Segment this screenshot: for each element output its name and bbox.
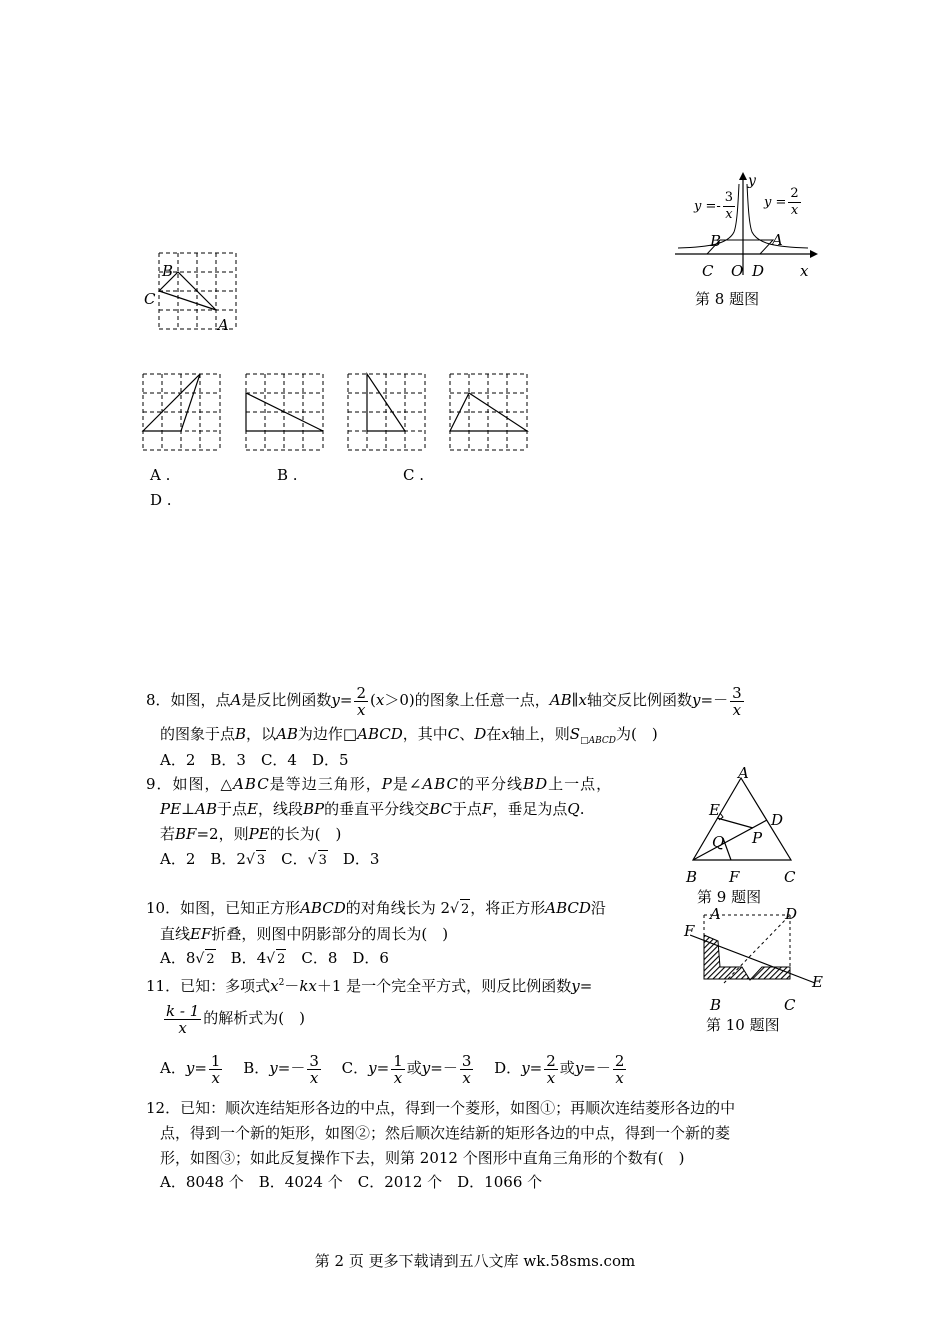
fig9-caption: 第 9 题图: [697, 888, 762, 906]
q12-line-1: 12．已知：顺次连结矩形各边的中点，得到一个菱形，如图①；再顺次连结菱形各边的中: [146, 1099, 736, 1117]
q10-line-1: 10．如图，已知正方形ABCD的对角线长为 2√ 2，将正方形ABCD沿: [146, 898, 606, 920]
grid-point-B: B: [162, 262, 174, 280]
fig8-x-axis-label: x: [800, 262, 809, 280]
fig8-eq-left: y =- $\frac{3}{x}$: [694, 190, 734, 222]
fig8-point-O: O: [731, 262, 744, 280]
q11-line-1: 11．已知：多项式$x^2-kx+1$ 是一个完全平方式，则反比例函数y=: [146, 977, 593, 995]
fig10-point-E: E: [812, 973, 823, 991]
fig8-point-A: A: [772, 231, 783, 249]
q11-line-2: $\frac{k - 1}{x}$ 的解析式为( ): [166, 1001, 305, 1037]
fig8-point-D: D: [752, 262, 765, 280]
fig10-point-B: B: [710, 996, 722, 1014]
q11-options: A．y= $\frac{1}{x}$ B．y=－ $\frac{3}{x}$ C．y= $\frac{1}{x}$ 或y=－ $\frac{3}{x}$ D．y= $\frac{2}{x}$ 或y=－ $\frac{2}{x}$: [160, 1051, 625, 1087]
fig8-point-B: B: [710, 232, 722, 250]
grid-option-c: [345, 370, 430, 455]
q8-line-2: 的图象于点B，以AB为边作□ABCD，其中C、D在x轴上，则$S_{□ABCD}$为( ): [160, 725, 658, 746]
q9-options: A．2 B．2√ 3 C．√ 3 D．3: [160, 849, 379, 871]
grid-option-b-label: B .: [277, 466, 298, 484]
fig9-point-E: E: [709, 801, 720, 819]
grid-option-d: [447, 370, 532, 455]
q10-options: A．8√ 2 B．4√ 2 C．8 D．6: [160, 948, 389, 970]
q12-options: A．8048 个 B．4024 个 C．2012 个 D．1066 个: [160, 1173, 543, 1191]
q8-line-1: 8．如图，点A是反比例函数y= $\frac{2}{x}$ (x＞0)的图象上任意一点，AB∥x轴交反比例函数y=－ $\frac{3}{x}$: [146, 683, 742, 719]
fig10-point-F: F: [684, 922, 695, 940]
fig9-point-A: A: [738, 764, 749, 782]
fig9-point-P: P: [752, 829, 763, 847]
grid-point-C: C: [144, 290, 156, 308]
fig9-point-F: F: [729, 868, 740, 886]
fig10-point-D: D: [785, 905, 798, 923]
fig10-point-A: A: [710, 905, 721, 923]
fig8-point-C: C: [702, 262, 714, 280]
grid-option-d-label: D .: [150, 491, 172, 509]
fig10-point-C: C: [784, 996, 796, 1014]
q12-line-3: 形，如图③；如此反复操作下去，则第 2012 个图形中直角三角形的个数有( ): [160, 1149, 685, 1167]
q9-line-3: 若BF=2，则PE的长为( ): [160, 825, 342, 843]
page-footer: 第 2 页 更多下载请到五八文库 wk.58sms.com: [314, 1252, 636, 1270]
q8-options: A．2 B．3 C．4 D．5: [160, 751, 349, 769]
grid-point-A: A: [218, 316, 229, 334]
fig10-caption: 第 10 题图: [706, 1016, 780, 1034]
q12-line-2: 点，得到一个新的矩形，如图②；然后顺次连结新的矩形各边的中点，得到一个新的菱: [160, 1124, 731, 1142]
fig8-caption: 第 8 题图: [695, 290, 760, 308]
grid-option-b: [243, 370, 328, 455]
grid-option-a-label: A .: [150, 466, 171, 484]
fig8-eq-right: y = $\frac{2}{x}$: [764, 186, 799, 218]
q9-line-2: PE⊥AB于点E，线段BP的垂直平分线交BC于点F，垂足为点Q.: [160, 800, 585, 818]
fig9-point-D: D: [771, 811, 784, 829]
grid-option-c-label: C .: [403, 466, 425, 484]
fig9-point-C: C: [784, 868, 796, 886]
grid-option-a: [140, 370, 225, 455]
q9-line-1: 9．如图，△ABC是等边三角形，P是∠ABC的平分线BD上一点，: [146, 775, 613, 793]
grid-main-figure: [150, 245, 250, 340]
fig8-y-axis-label: y: [748, 173, 756, 189]
q10-line-2: 直线EF折叠，则图中阴影部分的周长为( ): [160, 925, 449, 943]
fig9-point-B: B: [686, 868, 698, 886]
fig9-point-Q: Q: [712, 833, 725, 851]
